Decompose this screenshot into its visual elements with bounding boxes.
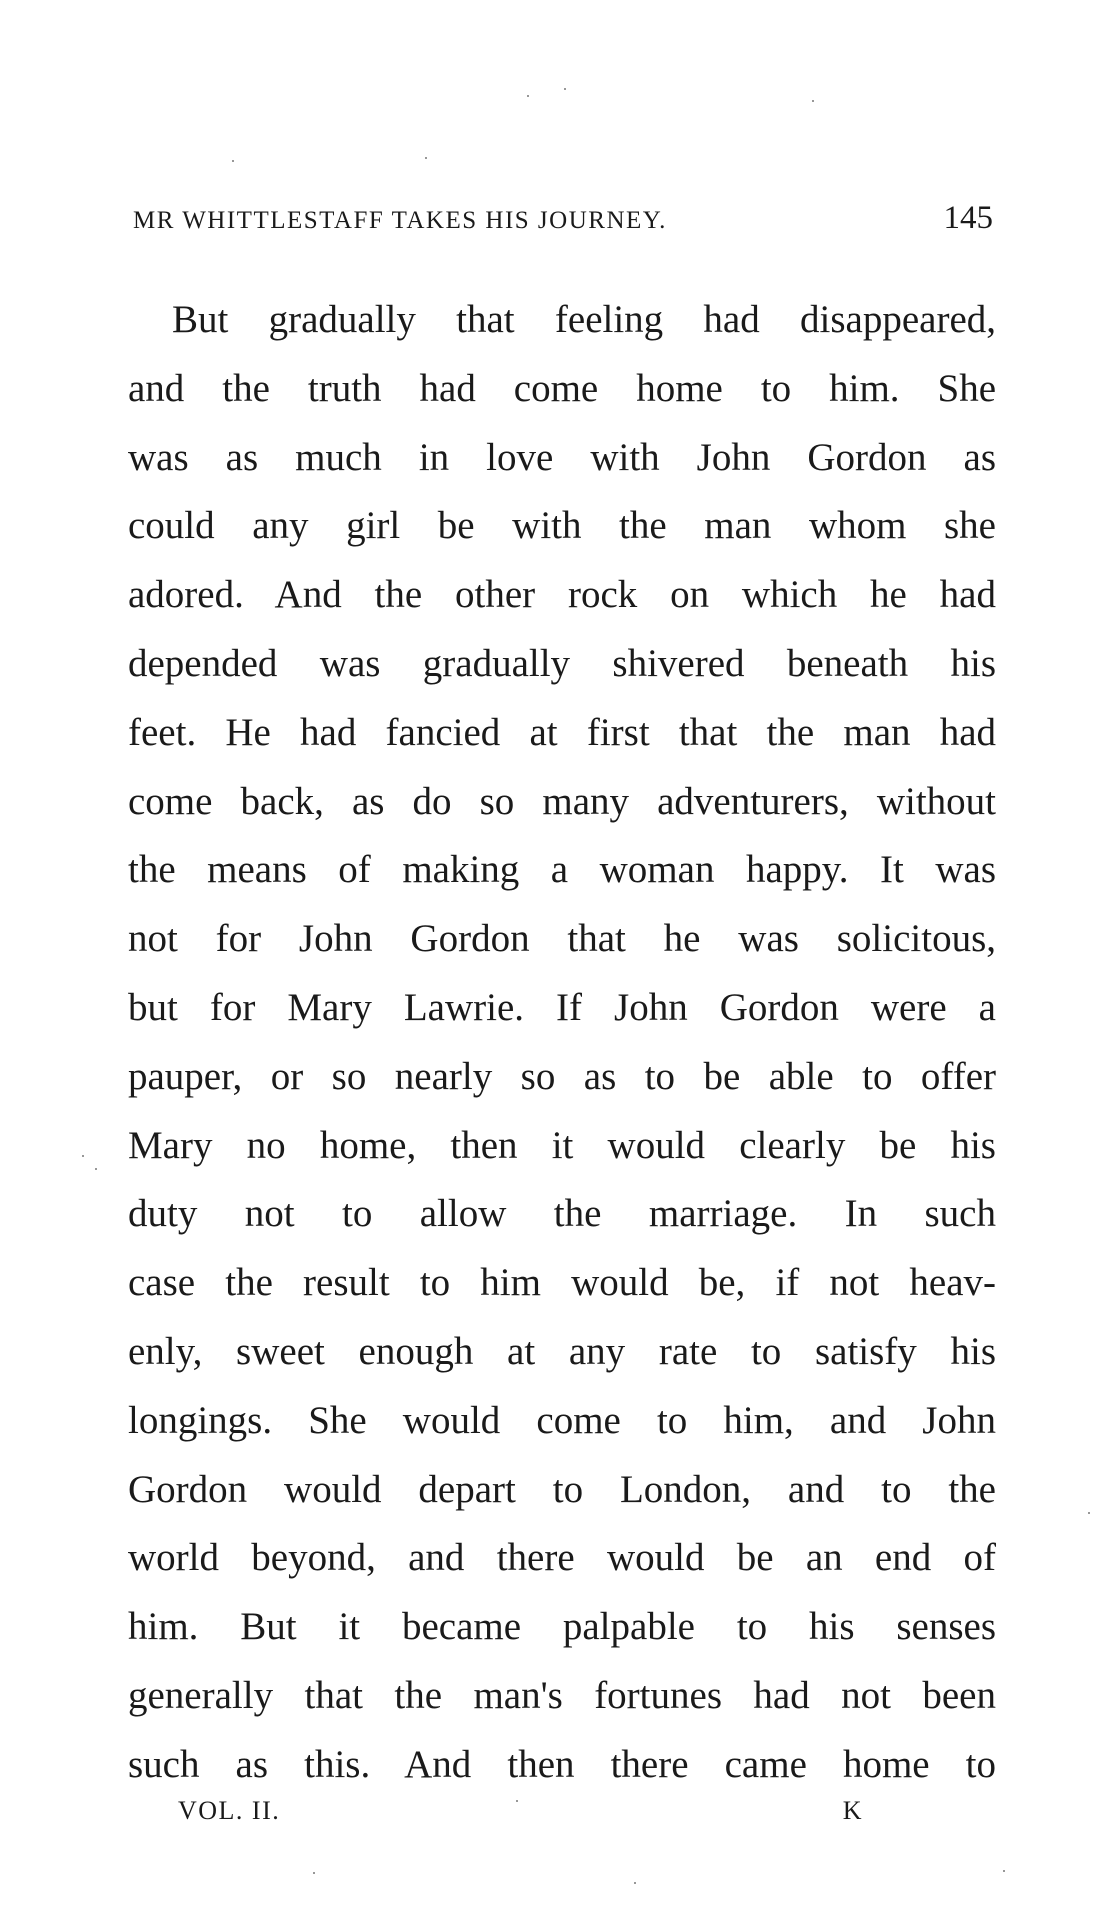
- text-line: world beyond, and there would be an end of: [128, 1536, 996, 1580]
- text-line: case the result to him would be, if not heav-: [128, 1261, 996, 1305]
- page-header: [133, 200, 993, 250]
- text-line: not for John Gordon that he was solicitous,: [128, 917, 996, 961]
- text-line: but for Mary Lawrie. If John Gordon were a: [128, 985, 996, 1029]
- text-line: him. But it became palpable to his senses: [128, 1605, 996, 1649]
- text-line: pauper, or so nearly so as to be able to offer: [128, 1054, 996, 1098]
- text-line: such as this. And then there came home to: [128, 1742, 996, 1786]
- text-line: Mary no home, then it would clearly be his: [128, 1123, 996, 1167]
- text-line: Gordon would depart to London, and to the: [128, 1467, 996, 1511]
- text-line: the means of making a woman happy. It was: [128, 848, 996, 892]
- text-line: adored. And the other rock on which he had: [128, 573, 996, 617]
- text-line: depended was gradually shivered beneath his: [128, 641, 996, 685]
- text-line: But gradually that feeling had disappeared,: [172, 298, 996, 341]
- text-line: was as much in love with John Gordon as: [128, 435, 996, 479]
- text-line: could any girl be with the man whom she: [128, 504, 996, 548]
- text-line: longings. She would come to him, and John: [128, 1398, 996, 1442]
- page-number: 145: [943, 200, 993, 236]
- body-text: [128, 286, 996, 1800]
- text-line: feet. He had fancied at first that the man had: [128, 710, 996, 754]
- running-head: MR WHITTLESTAFF TAKES HIS JOURNEY.: [133, 207, 667, 234]
- volume-signature: VOL. II.: [178, 1796, 281, 1825]
- text-line: generally that the man's fortunes had not been: [128, 1673, 996, 1717]
- text-line: duty not to allow the marriage. In such: [128, 1192, 996, 1236]
- text-line: enly, sweet enough at any rate to satisfy his: [128, 1329, 996, 1373]
- text-line: come back, as do so many adventurers, without: [128, 779, 996, 823]
- page-footer: [178, 1796, 863, 1826]
- gathering-signature: K: [842, 1796, 863, 1825]
- text-line: and the truth had come home to him. She: [128, 366, 996, 410]
